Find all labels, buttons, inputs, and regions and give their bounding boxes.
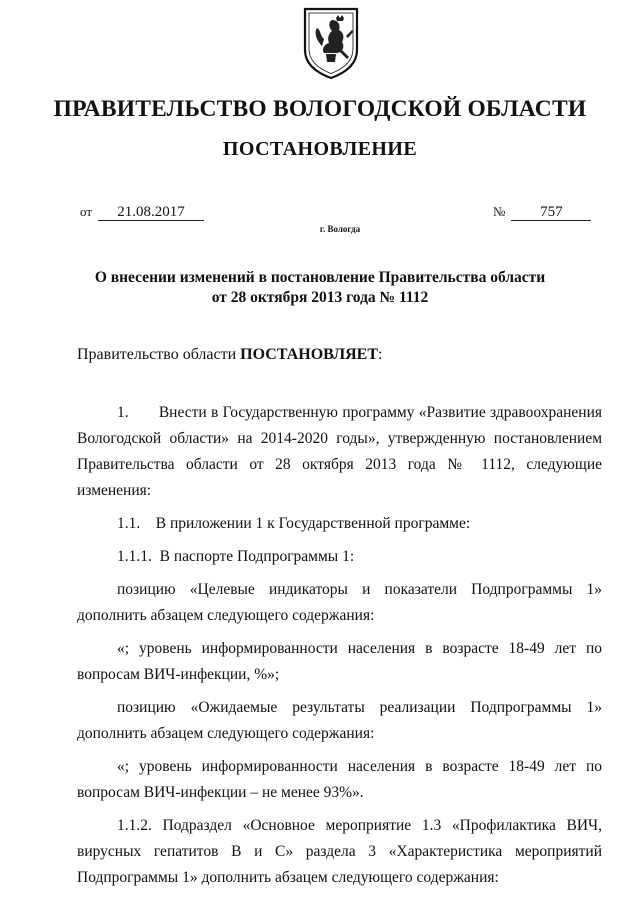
paragraph-1: 1. Внести в Государственную программу «Развитие здравоохранения Вологодской области» на 2014-2020 годы», утвержденную постановлением Правительства области от 28 октября 2013 года № 1112, следующие изменения:: [77, 404, 602, 499]
paragraph-1-1-2: 1.1.2. Подраздел «Основное мероприятие 1.3 «Профилактика ВИЧ, вирусных гепатитов В и С» раздела 3 «Характеристика мероприятий Подпрограммы 1» дополнить абзацем следующего содержания:: [77, 817, 602, 886]
paragraph-results-position: позицию «Ожидаемые результаты реализации Подпрограммы 1» дополнить абзацем следующего содержания:: [77, 699, 602, 742]
document-type: ПОСТАНОВЛЕНИЕ: [222, 138, 418, 160]
paragraph-indicators-addition: «; уровень информированности населения в возрасте 18-49 лет по вопросам ВИЧ-инфекции, %»;: [77, 640, 602, 683]
number-prefix: №: [493, 204, 506, 219]
subject-line-2: от 28 октября 2013 года № 1112: [211, 289, 429, 306]
paragraph-indicators-position: позицию «Целевые индикаторы и показатели Подпрограммы 1» дополнить абзацем следующего содержания:: [77, 581, 602, 624]
date-value: 21.08.2017: [98, 204, 204, 221]
city-label: г. Вологда: [319, 224, 361, 234]
date-prefix: от: [80, 204, 93, 219]
coat-of-arms-emblem: [302, 6, 360, 80]
paragraph-1-1-1: 1.1.1. В паспорте Подпрограммы 1:: [117, 548, 355, 565]
preamble-colon: :: [378, 346, 383, 363]
number-value: 757: [511, 204, 591, 221]
document-number: [493, 204, 591, 221]
preamble-decree-word: ПОСТАНОВЛЯЕТ: [240, 346, 379, 363]
subject-line-1: О внесении изменений в постановление Правительства области: [94, 269, 546, 286]
document-body: [77, 400, 602, 891]
government-title: ПРАВИТЕЛЬСТВО ВОЛОГОДСКОЙ ОБЛАСТИ: [53, 96, 587, 122]
preamble: [77, 346, 382, 364]
preamble-text: Правительство области: [77, 346, 241, 363]
paragraph-1-1: 1.1. В приложении 1 к Государственной программе:: [117, 515, 471, 532]
document-date: [80, 204, 204, 221]
document-subject: [0, 268, 640, 308]
paragraph-results-addition: «; уровень информированности населения в возрасте 18-49 лет по вопросам ВИЧ-инфекции – не менее 93%».: [77, 758, 602, 801]
